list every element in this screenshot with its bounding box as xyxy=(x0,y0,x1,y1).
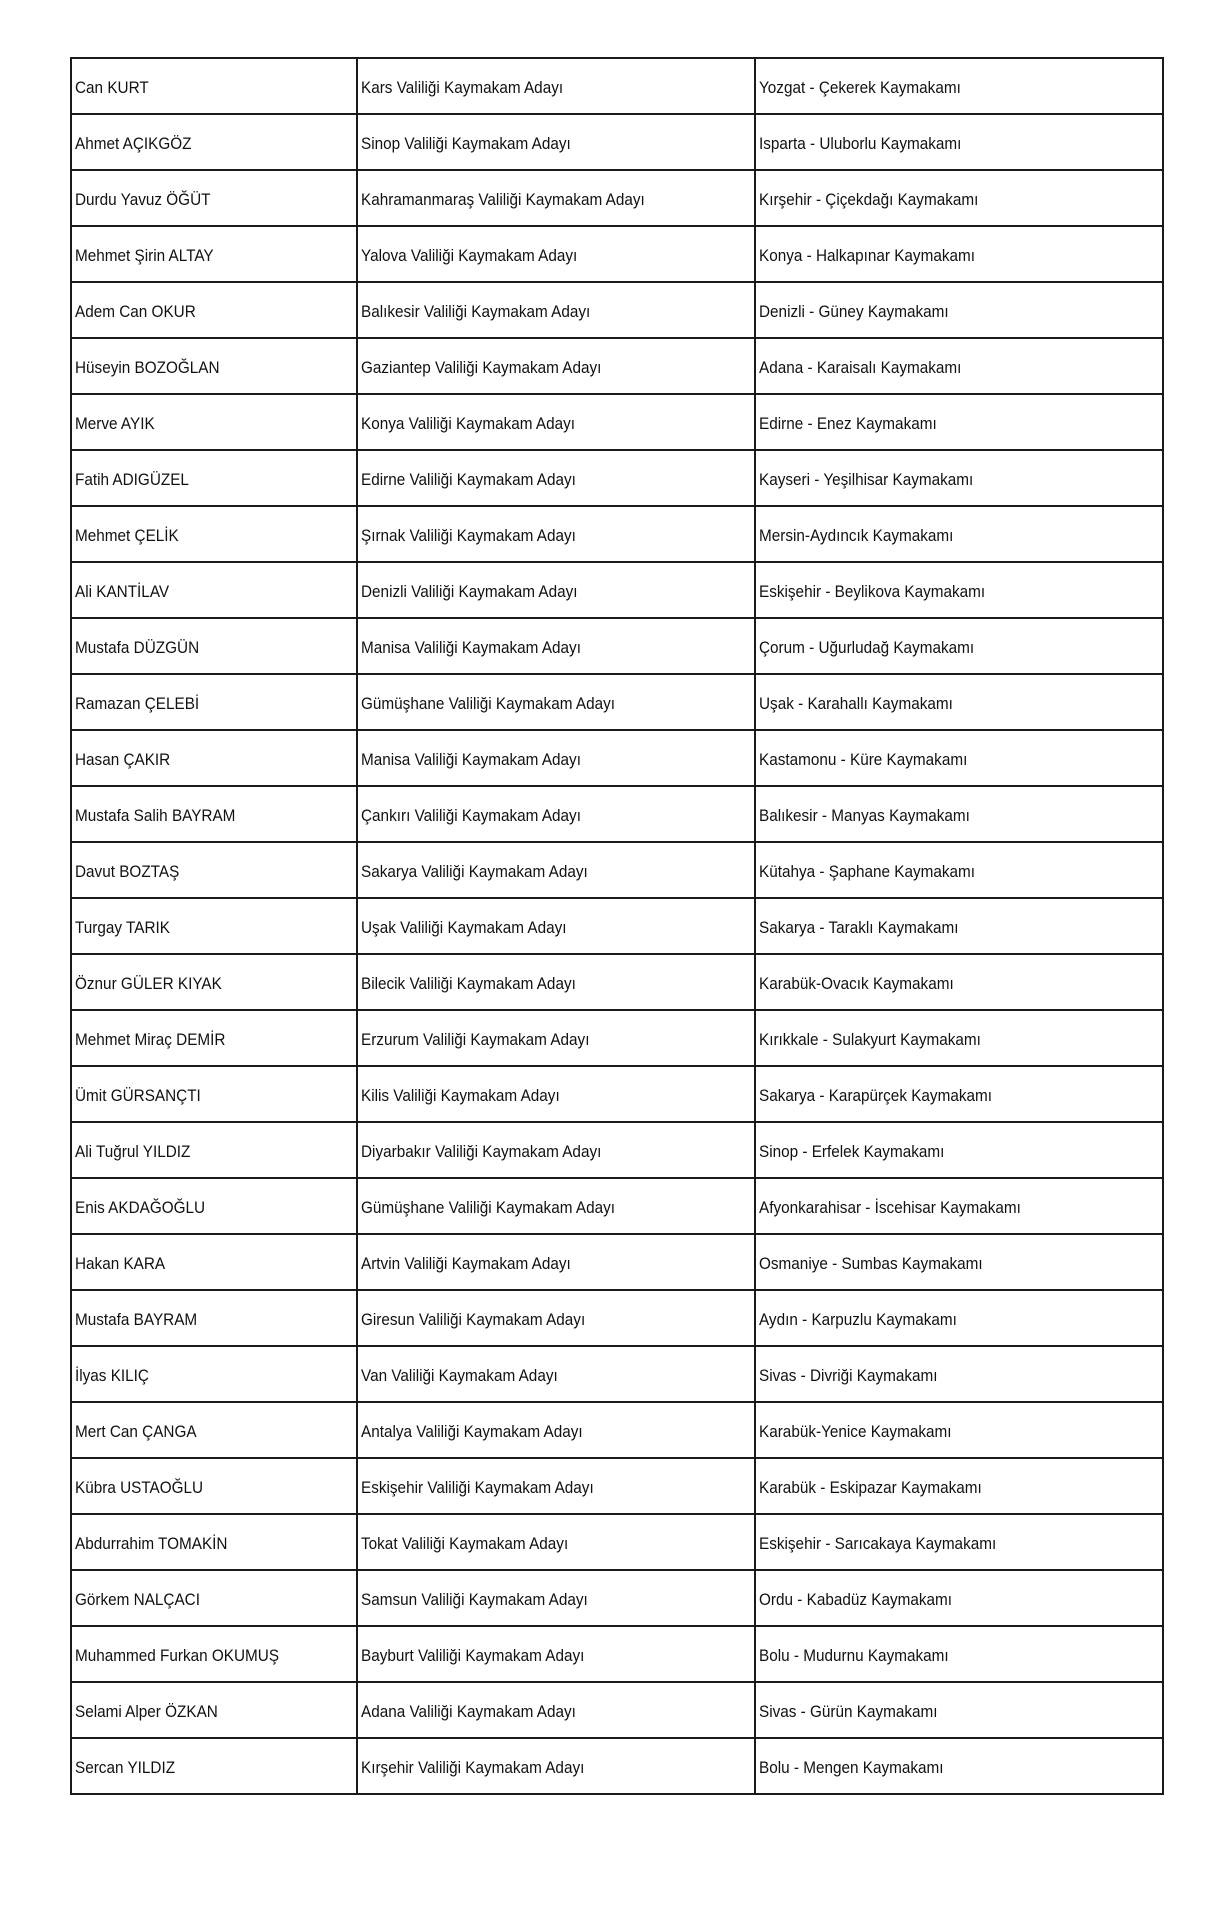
current-post-text: Diyarbakır Valiliği Kaymakam Adayı xyxy=(361,1142,602,1161)
assigned-post-cell xyxy=(755,954,1163,1010)
assigned-post-text: Aydın - Karpuzlu Kaymakamı xyxy=(759,1310,957,1329)
table-row xyxy=(71,1066,1163,1122)
current-post-text: Giresun Valiliği Kaymakam Adayı xyxy=(361,1310,586,1329)
current-post-text: Konya Valiliği Kaymakam Adayı xyxy=(361,414,576,433)
table-row xyxy=(71,898,1163,954)
table-row xyxy=(71,170,1163,226)
person-name-cell xyxy=(71,170,357,226)
current-post-cell xyxy=(357,1514,755,1570)
table-row xyxy=(71,1738,1163,1794)
current-post-text: Sakarya Valiliği Kaymakam Adayı xyxy=(361,862,588,881)
person-name-text: Mehmet Şirin ALTAY xyxy=(75,246,214,265)
assigned-post-cell xyxy=(755,338,1163,394)
assigned-post-cell xyxy=(755,58,1163,114)
assigned-post-text: Eskişehir - Beylikova Kaymakamı xyxy=(759,582,986,601)
current-post-cell xyxy=(357,170,755,226)
person-name-cell xyxy=(71,1682,357,1738)
current-post-cell xyxy=(357,1010,755,1066)
assigned-post-text: Sivas - Gürün Kaymakamı xyxy=(759,1702,938,1721)
table-row xyxy=(71,1514,1163,1570)
table-row xyxy=(71,1682,1163,1738)
table-row xyxy=(71,114,1163,170)
person-name-text: Öznur GÜLER KIYAK xyxy=(75,974,222,993)
assigned-post-cell xyxy=(755,562,1163,618)
person-name-cell xyxy=(71,1066,357,1122)
person-name-text: Ahmet AÇIKGÖZ xyxy=(75,134,192,153)
current-post-cell xyxy=(357,1402,755,1458)
person-name-text: Mert Can ÇANGA xyxy=(75,1422,197,1441)
person-name-text: Görkem NALÇACI xyxy=(75,1590,200,1609)
current-post-text: Sinop Valiliği Kaymakam Adayı xyxy=(361,134,571,153)
assigned-post-cell xyxy=(755,1570,1163,1626)
current-post-cell xyxy=(357,506,755,562)
current-post-text: Manisa Valiliği Kaymakam Adayı xyxy=(361,638,581,657)
current-post-text: Artvin Valiliği Kaymakam Adayı xyxy=(361,1254,571,1273)
current-post-cell xyxy=(357,1626,755,1682)
assigned-post-text: Balıkesir - Manyas Kaymakamı xyxy=(759,806,970,825)
current-post-cell xyxy=(357,282,755,338)
person-name-cell xyxy=(71,898,357,954)
current-post-cell xyxy=(357,1682,755,1738)
assigned-post-text: Uşak - Karahallı Kaymakamı xyxy=(759,694,953,713)
person-name-text: Sercan YILDIZ xyxy=(75,1758,176,1777)
current-post-cell xyxy=(357,954,755,1010)
assigned-post-cell xyxy=(755,730,1163,786)
person-name-text: Ali Tuğrul YILDIZ xyxy=(75,1142,191,1161)
person-name-cell xyxy=(71,338,357,394)
table-row xyxy=(71,1178,1163,1234)
person-name-cell xyxy=(71,786,357,842)
current-post-text: Kilis Valiliği Kaymakam Adayı xyxy=(361,1086,560,1105)
person-name-text: Mehmet ÇELİK xyxy=(75,526,179,545)
person-name-cell xyxy=(71,1570,357,1626)
assigned-post-cell xyxy=(755,1514,1163,1570)
person-name-cell xyxy=(71,450,357,506)
person-name-cell xyxy=(71,1178,357,1234)
assigned-post-text: Osmaniye - Sumbas Kaymakamı xyxy=(759,1254,983,1273)
appointment-table xyxy=(70,57,1164,1795)
person-name-cell xyxy=(71,1738,357,1794)
current-post-cell xyxy=(357,338,755,394)
current-post-cell xyxy=(357,1738,755,1794)
person-name-text: İlyas KILIÇ xyxy=(75,1366,149,1385)
person-name-cell xyxy=(71,1234,357,1290)
current-post-cell xyxy=(357,394,755,450)
person-name-text: Enis AKDAĞOĞLU xyxy=(75,1198,206,1217)
person-name-text: Merve AYIK xyxy=(75,414,155,433)
person-name-text: Mustafa BAYRAM xyxy=(75,1310,198,1329)
current-post-text: Gümüşhane Valiliği Kaymakam Adayı xyxy=(361,694,615,713)
person-name-cell xyxy=(71,842,357,898)
current-post-cell xyxy=(357,562,755,618)
table-row xyxy=(71,282,1163,338)
assigned-post-text: Sivas - Divriği Kaymakamı xyxy=(759,1366,938,1385)
table-row xyxy=(71,618,1163,674)
current-post-text: Adana Valiliği Kaymakam Adayı xyxy=(361,1702,576,1721)
assigned-post-text: Eskişehir - Sarıcakaya Kaymakamı xyxy=(759,1534,997,1553)
assigned-post-cell xyxy=(755,1626,1163,1682)
assigned-post-cell xyxy=(755,170,1163,226)
person-name-cell xyxy=(71,954,357,1010)
person-name-text: Adem Can OKUR xyxy=(75,302,196,321)
assigned-post-text: Mersin-Aydıncık Kaymakamı xyxy=(759,526,954,545)
person-name-cell xyxy=(71,730,357,786)
person-name-cell xyxy=(71,1290,357,1346)
current-post-cell xyxy=(357,674,755,730)
person-name-text: Mehmet Miraç DEMİR xyxy=(75,1030,226,1049)
person-name-text: Mustafa DÜZGÜN xyxy=(75,638,200,657)
assigned-post-cell xyxy=(755,1178,1163,1234)
current-post-cell xyxy=(357,730,755,786)
current-post-cell xyxy=(357,1290,755,1346)
assigned-post-cell xyxy=(755,1738,1163,1794)
assigned-post-cell xyxy=(755,1010,1163,1066)
table-row xyxy=(71,1346,1163,1402)
person-name-text: Kübra USTAOĞLU xyxy=(75,1478,204,1497)
current-post-text: Kahramanmaraş Valiliği Kaymakam Adayı xyxy=(361,190,645,209)
assigned-post-cell xyxy=(755,1122,1163,1178)
assigned-post-text: Kastamonu - Küre Kaymakamı xyxy=(759,750,968,769)
current-post-cell xyxy=(357,1234,755,1290)
assigned-post-cell xyxy=(755,226,1163,282)
current-post-cell xyxy=(357,1066,755,1122)
current-post-cell xyxy=(357,898,755,954)
assigned-post-text: Denizli - Güney Kaymakamı xyxy=(759,302,949,321)
current-post-text: Kars Valiliği Kaymakam Adayı xyxy=(361,78,564,97)
person-name-text: Selami Alper ÖZKAN xyxy=(75,1702,218,1721)
person-name-cell xyxy=(71,1514,357,1570)
current-post-text: Eskişehir Valiliği Kaymakam Adayı xyxy=(361,1478,594,1497)
assigned-post-cell xyxy=(755,674,1163,730)
person-name-text: Ümit GÜRSANÇTI xyxy=(75,1086,201,1105)
assigned-post-text: Yozgat - Çekerek Kaymakamı xyxy=(759,78,961,97)
assigned-post-text: Bolu - Mengen Kaymakamı xyxy=(759,1758,944,1777)
table-row xyxy=(71,1402,1163,1458)
current-post-cell xyxy=(357,786,755,842)
current-post-text: Şırnak Valiliği Kaymakam Adayı xyxy=(361,526,576,545)
table-row xyxy=(71,1122,1163,1178)
current-post-text: Edirne Valiliği Kaymakam Adayı xyxy=(361,470,576,489)
current-post-cell xyxy=(357,114,755,170)
current-post-text: Tokat Valiliği Kaymakam Adayı xyxy=(361,1534,569,1553)
assigned-post-cell xyxy=(755,1346,1163,1402)
current-post-cell xyxy=(357,618,755,674)
assigned-post-text: Çorum - Uğurludağ Kaymakamı xyxy=(759,638,975,657)
assigned-post-text: Adana - Karaisalı Kaymakamı xyxy=(759,358,962,377)
person-name-text: Mustafa Salih BAYRAM xyxy=(75,806,236,825)
table-row xyxy=(71,562,1163,618)
person-name-text: Davut BOZTAŞ xyxy=(75,862,180,881)
current-post-cell xyxy=(357,1458,755,1514)
person-name-text: Ali KANTİLAV xyxy=(75,582,170,601)
person-name-cell xyxy=(71,506,357,562)
assigned-post-cell xyxy=(755,786,1163,842)
person-name-text: Hakan KARA xyxy=(75,1254,166,1273)
table-row xyxy=(71,58,1163,114)
assigned-post-text: Edirne - Enez Kaymakamı xyxy=(759,414,937,433)
assigned-post-cell xyxy=(755,618,1163,674)
table-row xyxy=(71,338,1163,394)
person-name-cell xyxy=(71,1122,357,1178)
assigned-post-cell xyxy=(755,282,1163,338)
assigned-post-cell xyxy=(755,1402,1163,1458)
current-post-cell xyxy=(357,58,755,114)
assigned-post-cell xyxy=(755,450,1163,506)
assigned-post-text: Ordu - Kabadüz Kaymakamı xyxy=(759,1590,953,1609)
current-post-text: Gümüşhane Valiliği Kaymakam Adayı xyxy=(361,1198,615,1217)
current-post-cell xyxy=(357,842,755,898)
table-row xyxy=(71,450,1163,506)
table-row xyxy=(71,226,1163,282)
table-row xyxy=(71,1010,1163,1066)
person-name-cell xyxy=(71,114,357,170)
table-row xyxy=(71,1570,1163,1626)
person-name-text: Durdu Yavuz ÖĞÜT xyxy=(75,190,211,209)
current-post-text: Çankırı Valiliği Kaymakam Adayı xyxy=(361,806,581,825)
assigned-post-text: Bolu - Mudurnu Kaymakamı xyxy=(759,1646,949,1665)
person-name-cell xyxy=(71,1010,357,1066)
assigned-post-cell xyxy=(755,506,1163,562)
assigned-post-cell xyxy=(755,842,1163,898)
person-name-cell xyxy=(71,282,357,338)
assigned-post-cell xyxy=(755,1066,1163,1122)
current-post-cell xyxy=(357,1178,755,1234)
current-post-text: Kırşehir Valiliği Kaymakam Adayı xyxy=(361,1758,585,1777)
person-name-text: Abdurrahim TOMAKİN xyxy=(75,1534,228,1553)
table-row xyxy=(71,1234,1163,1290)
current-post-cell xyxy=(357,1122,755,1178)
current-post-cell xyxy=(357,226,755,282)
table-row xyxy=(71,506,1163,562)
assigned-post-text: Sakarya - Karapürçek Kaymakamı xyxy=(759,1086,993,1105)
current-post-text: Antalya Valiliği Kaymakam Adayı xyxy=(361,1422,583,1441)
table-row xyxy=(71,786,1163,842)
assigned-post-cell xyxy=(755,1290,1163,1346)
assigned-post-cell xyxy=(755,394,1163,450)
assigned-post-text: Karabük - Eskipazar Kaymakamı xyxy=(759,1478,982,1497)
table-row xyxy=(71,842,1163,898)
assigned-post-text: Sakarya - Taraklı Kaymakamı xyxy=(759,918,959,937)
person-name-text: Can KURT xyxy=(75,78,149,97)
table-row xyxy=(71,1626,1163,1682)
assigned-post-text: Karabük-Ovacık Kaymakamı xyxy=(759,974,954,993)
current-post-text: Manisa Valiliği Kaymakam Adayı xyxy=(361,750,581,769)
assigned-post-text: Konya - Halkapınar Kaymakamı xyxy=(759,246,975,265)
person-name-cell xyxy=(71,674,357,730)
appointment-table-body xyxy=(71,58,1163,1794)
person-name-cell xyxy=(71,58,357,114)
person-name-cell xyxy=(71,1346,357,1402)
current-post-text: Gaziantep Valiliği Kaymakam Adayı xyxy=(361,358,602,377)
assigned-post-cell xyxy=(755,1458,1163,1514)
assigned-post-cell xyxy=(755,1234,1163,1290)
current-post-text: Bilecik Valiliği Kaymakam Adayı xyxy=(361,974,576,993)
current-post-text: Uşak Valiliği Kaymakam Adayı xyxy=(361,918,567,937)
person-name-text: Ramazan ÇELEBİ xyxy=(75,694,200,713)
assigned-post-text: Kütahya - Şaphane Kaymakamı xyxy=(759,862,976,881)
table-row xyxy=(71,1458,1163,1514)
person-name-cell xyxy=(71,1458,357,1514)
assigned-post-cell xyxy=(755,114,1163,170)
person-name-cell xyxy=(71,562,357,618)
table-row xyxy=(71,674,1163,730)
table-row xyxy=(71,730,1163,786)
person-name-cell xyxy=(71,1626,357,1682)
person-name-text: Hasan ÇAKIR xyxy=(75,750,171,769)
assigned-post-text: Isparta - Uluborlu Kaymakamı xyxy=(759,134,962,153)
current-post-text: Erzurum Valiliği Kaymakam Adayı xyxy=(361,1030,590,1049)
person-name-cell xyxy=(71,1402,357,1458)
current-post-text: Denizli Valiliği Kaymakam Adayı xyxy=(361,582,578,601)
current-post-cell xyxy=(357,1570,755,1626)
current-post-text: Yalova Valiliği Kaymakam Adayı xyxy=(361,246,578,265)
current-post-text: Van Valiliği Kaymakam Adayı xyxy=(361,1366,558,1385)
person-name-text: Turgay TARIK xyxy=(75,918,170,937)
table-row xyxy=(71,1290,1163,1346)
assigned-post-cell xyxy=(755,898,1163,954)
person-name-cell xyxy=(71,394,357,450)
assigned-post-cell xyxy=(755,1682,1163,1738)
person-name-cell xyxy=(71,618,357,674)
assigned-post-text: Afyonkarahisar - İscehisar Kaymakamı xyxy=(759,1198,1021,1217)
current-post-text: Samsun Valiliği Kaymakam Adayı xyxy=(361,1590,588,1609)
person-name-text: Hüseyin BOZOĞLAN xyxy=(75,358,220,377)
assigned-post-text: Kırıkkale - Sulakyurt Kaymakamı xyxy=(759,1030,981,1049)
person-name-cell xyxy=(71,226,357,282)
person-name-text: Muhammed Furkan OKUMUŞ xyxy=(75,1646,280,1665)
assigned-post-text: Karabük-Yenice Kaymakamı xyxy=(759,1422,952,1441)
assigned-post-text: Sinop - Erfelek Kaymakamı xyxy=(759,1142,945,1161)
person-name-text: Fatih ADIGÜZEL xyxy=(75,470,189,489)
current-post-cell xyxy=(357,450,755,506)
assigned-post-text: Kırşehir - Çiçekdağı Kaymakamı xyxy=(759,190,979,209)
table-row xyxy=(71,394,1163,450)
table-row xyxy=(71,954,1163,1010)
assigned-post-text: Kayseri - Yeşilhisar Kaymakamı xyxy=(759,470,974,489)
current-post-text: Balıkesir Valiliği Kaymakam Adayı xyxy=(361,302,591,321)
current-post-cell xyxy=(357,1346,755,1402)
current-post-text: Bayburt Valiliği Kaymakam Adayı xyxy=(361,1646,585,1665)
